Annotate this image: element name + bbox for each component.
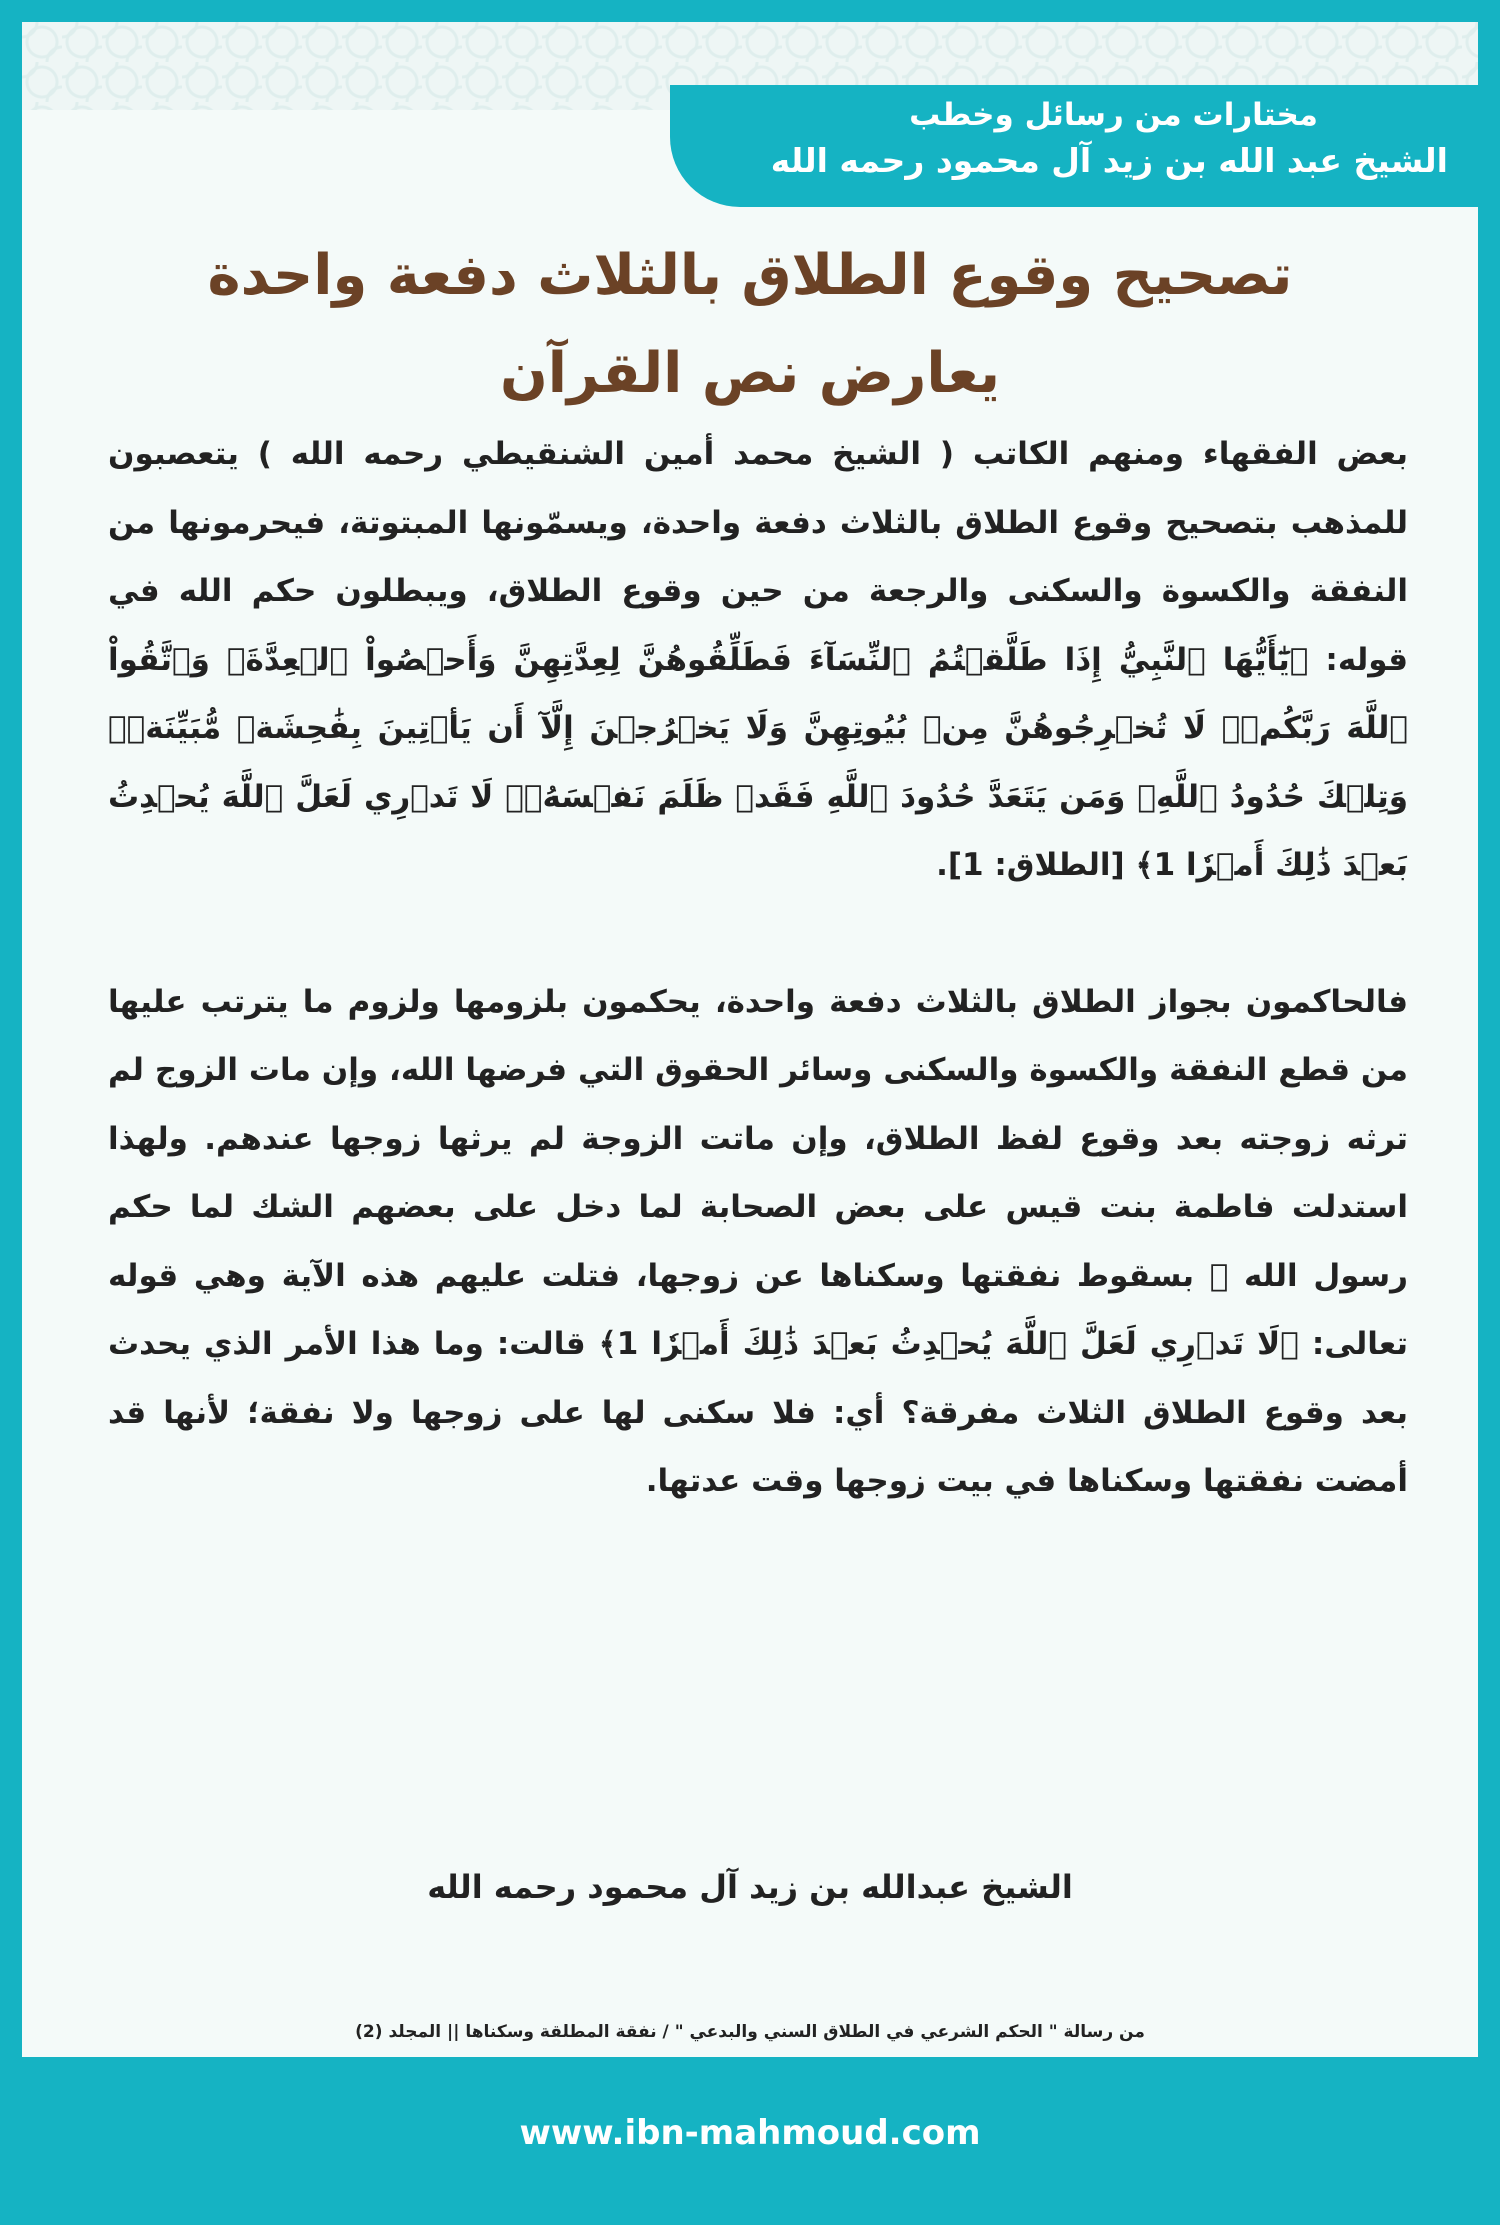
article-title	[22, 227, 1478, 423]
paragraph-1: بعض الفقهاء ومنهم الكاتب ( الشيخ محمد أمين الشنقيطي رحمه الله ) يتعصبون للمذهب بتصحيح وقوع الطلاق بالثلاث دفعة واحدة، ويسمّونها المبتوتة، فيحرمونها من النفقة والكسوة والسكنى والرجعة من حين وقوع الطلاق، ويبطلون حكم الله في قوله: ﴿يَٰٓأَيُّهَا ٱلنَّبِيُّ إِذَا طَلَّقۡتُمُ ٱلنِّسَآءَ فَطَلِّقُوهُنَّ لِعِدَّتِهِنَّ وَأَحۡصُواْ ٱلۡعِدَّةَۖ وَٱتَّقُواْ ٱللَّهَ رَبَّكُمۡۖ لَا تُخۡرِجُوهُنَّ مِنۢ بُيُوتِهِنَّ وَلَا يَخۡرُجۡنَ إِلَّآ أَن يَأۡتِينَ بِفَٰحِشَةٖ مُّبَيِّنَةٖۚ وَتِلۡكَ حُدُودُ ٱللَّهِۚ وَمَن يَتَعَدَّ حُدُودَ ٱللَّهِ فَقَدۡ ظَلَمَ نَفۡسَهُۥۚ لَا تَدۡرِي لَعَلَّ ٱللَّهَ يُحۡدِثُ بَعۡدَ ذَٰلِكَ أَمۡرٗا 1﴾ [الطلاق: 1].	[108, 436, 1408, 883]
signature: الشيخ عبدالله بن زيد آل محمود رحمه الله	[427, 1868, 1073, 1906]
article-body	[108, 420, 1408, 1516]
page-card	[22, 22, 1478, 2203]
source-citation: من رسالة " الحكم الشرعي في الطلاق السني والبدعي " / نفقة المطلقة وسكناها || المجلد (2)	[355, 2022, 1145, 2042]
series-title: مختارات من رسائل وخطب	[909, 97, 1318, 133]
header-banner	[670, 85, 1478, 207]
author-name: الشيخ عبد الله بن زيد آل محمود رحمه الله	[770, 141, 1448, 180]
article-title-line2: يعارض نص القرآن	[499, 341, 1000, 406]
footer-bar	[22, 2057, 1478, 2203]
article-title-line1: تصحيح وقوع الطلاق بالثلاث دفعة واحدة	[207, 243, 1293, 308]
paragraph-gap	[108, 900, 1408, 968]
website-link[interactable]: www.ibn-mahmoud.com	[519, 2113, 981, 2153]
paragraph-2: فالحاكمون بجواز الطلاق بالثلاث دفعة واحدة، يحكمون بلزومها ولزوم ما يترتب عليها من قطع النفقة والكسوة والسكنى وسائر الحقوق التي فرضها الله، وإن مات الزوج لم ترثه زوجته بعد وقوع لفظ الطلاق، وإن ماتت الزوجة لم يرثها زوجها عندهم. ولهذا استدلت فاطمة بنت قيس على بعض الصحابة لما دخل على بعضهم الشك لما حكم رسول الله ﷺ بسقوط نفقتها وسكناها عن زوجها، فتلت عليهم هذه الآية وهي قوله تعالى: ﴿لَا تَدۡرِي لَعَلَّ ٱللَّهَ يُحۡدِثُ بَعۡدَ ذَٰلِكَ أَمۡرٗا 1﴾ قالت: وما هذا الأمر الذي يحدث بعد وقوع الطلاق الثلاث مفرقة؟ أي: فلا سكنى لها على زوجها ولا نفقة؛ لأنها قد أمضت نفقتها وسكناها في بيت زوجها وقت عدتها.	[108, 983, 1408, 1499]
